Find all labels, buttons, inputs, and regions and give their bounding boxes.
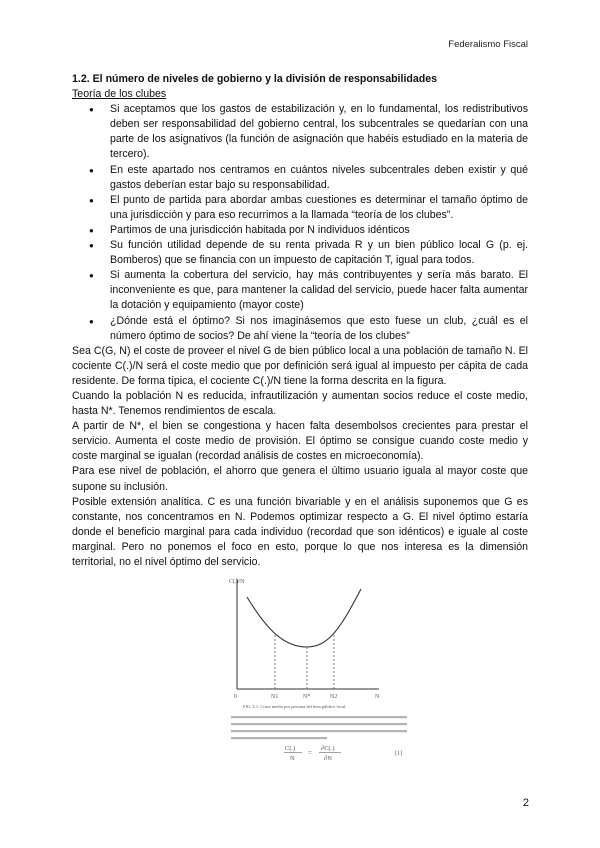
paragraph: Sea C(G, N) el coste de proveer el nivel G de bien público local a una población de tamaño N. El cociente C(.)/N será el coste medio que por definición será igual al impuesto per cápita de cada residente. De forma típica, el cociente C(.)/N tiene la forma descrita en la figura. (72, 344, 528, 387)
figure-explanation-text (231, 716, 407, 739)
tick-label-n2: N2 (330, 694, 338, 700)
origin-label: 0 (234, 694, 237, 700)
paragraph: Posible extensión analítica. C es una función bivariable y en el análisis suponemos que G es constante, nos concentramos en N. Podemos optimizar respecto a G. El nivel óptimo estaría donde el beneficio marginal para cada individuo (recordad que son idénticos) e iguale al coste marginal. Pero no ponemos el foco en esto, porque lo que nos interesa es la dimensión territorial, no el nivel óptimo del servicio. (72, 495, 528, 568)
formula-rhs-denominator: ∂N (324, 755, 332, 762)
page-number: 2 (522, 797, 529, 809)
bullet-item: ● Si aumenta la cobertura del servicio, hay más contribuyentes y sería más barato. El inconveniente es que, para mantener la calidad del servicio, puede hacer falta aumentar la dotación y equipamiento (mayor coste) (72, 268, 528, 313)
section-title: 1.2. El número de niveles de gobierno y la división de responsabilidades (72, 73, 438, 85)
bullet-item: ● Si aceptamos que los gastos de estabilización y, en lo fundamental, los redistributivos deben ser responsabilidad del gobierno central, los subcentrales se quedarían con una parte de los asignativos (la función de asignación que habéis estudiado en la materia de tercero). (72, 102, 528, 162)
paragraph: Para ese nivel de población, el ahorro que genera el último usuario iguala al mayor coste que supone su inclusión. (72, 465, 528, 493)
bullet-list (72, 102, 528, 344)
main-content (72, 72, 528, 570)
bullet-item: ● Su función utilidad depende de su renta privada R y un bien público local G (p. ej. Bomberos) que se financia con un impuesto de capitación T, igual para todos. (72, 238, 528, 268)
cost-curve-figure (229, 575, 409, 765)
cost-curve-svg (229, 575, 409, 765)
bullet-item: ● En este apartado nos centramos en cuántos niveles subcentrales deben existir y qué gastos deberían estar bajo su responsabilidad. (72, 163, 528, 193)
figure-caption: FIG. 5.1. Coste medio por persona del bien público local. (243, 704, 347, 709)
bullet-item: ● El punto de partida para abordar ambas cuestiones es determinar el tamaño óptimo de una jurisdicción y para eso recurrimos a la llamada “teoría de los clubes”. (72, 193, 528, 223)
tick-label-n1: N1 (271, 694, 279, 700)
paragraph: Cuando la población N es reducida, infrautilización y aumentan socios reduce el coste medio, hasta N*. Tenemos rendimientos de escala. (72, 389, 528, 418)
formula-lhs-denominator: N (290, 755, 295, 762)
average-cost-curve (247, 589, 361, 647)
formula-rhs-numerator: ∂C(.) (321, 745, 335, 752)
section-subtitle: Teoría de los clubes (72, 88, 167, 101)
formula-equals-sign: = (308, 749, 312, 757)
tick-label-nstar: N* (303, 694, 311, 700)
paragraph: A partir de N*, el bien se congestiona y hacen falta desembolsos crecientes para prestar el servicio. Aumenta el coste medio de provisión. El óptimo se consigue cuando coste medio y coste marginal se igualan (recordad análisis de costes en microeconomía). (72, 420, 528, 463)
formula-lhs-numerator: C(.) (285, 745, 296, 752)
equilibrium-formula (284, 745, 402, 762)
x-axis-label: N (375, 694, 380, 700)
bullet-item: ● Partimos de una jurisdicción habitada por N individuos idénticos (72, 223, 528, 238)
y-axis-label: C(.)/N (229, 579, 245, 585)
bullet-item: ● ¿Dónde está el óptimo? Si nos imaginásemos que esto fuese un club, ¿cuál es el número óptimo de socios? De ahí viene la “teoría de los clubes” (72, 314, 528, 344)
equation-number: [1] (395, 751, 402, 757)
header-doc-title: Federalismo Fiscal (448, 39, 528, 50)
